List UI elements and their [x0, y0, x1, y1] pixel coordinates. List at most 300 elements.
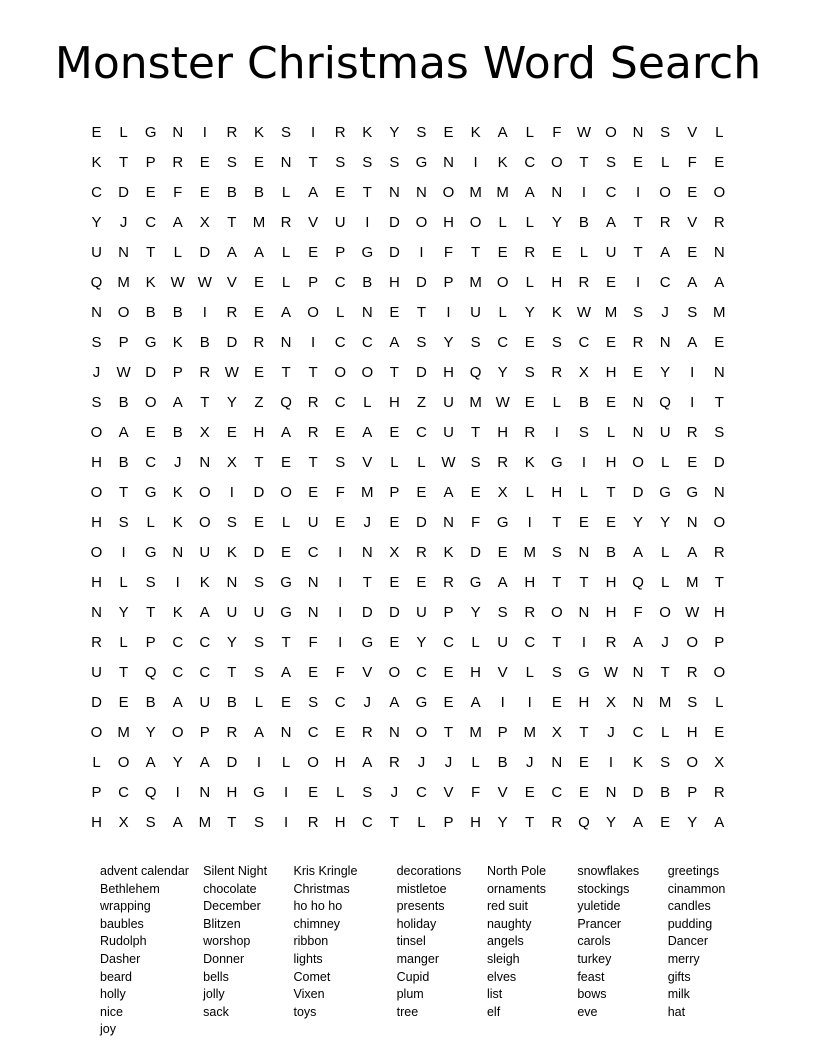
grid-cell[interactable]: L	[498, 303, 507, 321]
grid-cell[interactable]: E	[443, 123, 454, 141]
word-list-item[interactable]: Prancer	[577, 916, 622, 931]
grid-cell[interactable]: U	[470, 303, 482, 321]
grid-cell[interactable]: A	[362, 423, 373, 441]
grid-cell[interactable]: E	[443, 693, 454, 711]
grid-cell[interactable]: L	[471, 753, 480, 771]
grid-cell[interactable]: G	[280, 573, 292, 591]
grid-cell[interactable]: I	[446, 303, 451, 321]
grid-cell[interactable]: D	[145, 363, 157, 381]
grid-cell[interactable]: C	[416, 783, 427, 801]
grid-cell[interactable]: C	[334, 393, 346, 411]
grid-cell[interactable]: E	[524, 783, 535, 801]
grid-cell[interactable]: O	[307, 753, 319, 771]
grid-cell[interactable]: H	[497, 423, 509, 441]
grid-cell[interactable]: E	[443, 663, 454, 681]
grid-cell[interactable]: T	[552, 573, 562, 591]
grid-cell[interactable]: I	[554, 423, 559, 441]
word-list-item[interactable]: December	[203, 899, 261, 914]
grid-cell[interactable]: U	[416, 603, 427, 621]
word-list-item[interactable]: Blitzen	[203, 916, 241, 931]
grid-cell[interactable]: S	[714, 423, 725, 441]
grid-cell[interactable]: D	[361, 603, 373, 621]
grid-cell[interactable]: N	[172, 123, 184, 141]
grid-cell[interactable]: P	[145, 633, 156, 651]
grid-cell[interactable]: P	[145, 153, 156, 171]
word-list-item[interactable]: ribbon	[293, 934, 329, 949]
grid-cell[interactable]: I	[635, 273, 641, 291]
grid-cell[interactable]: I	[338, 573, 343, 591]
word-list-item[interactable]: tree	[396, 1004, 419, 1019]
grid-cell[interactable]: M	[658, 693, 672, 711]
grid-cell[interactable]: O	[469, 213, 482, 231]
grid-cell[interactable]: Y	[118, 603, 129, 621]
grid-cell[interactable]: B	[660, 783, 671, 801]
grid-cell[interactable]: E	[714, 153, 725, 171]
grid-cell[interactable]: U	[91, 663, 102, 681]
grid-cell[interactable]: J	[363, 513, 372, 531]
grid-cell[interactable]: S	[470, 453, 481, 471]
grid-cell[interactable]: L	[660, 573, 670, 591]
grid-cell[interactable]: L	[471, 633, 480, 651]
grid-cell[interactable]: B	[578, 393, 589, 411]
grid-cell[interactable]: F	[633, 603, 643, 621]
grid-cell[interactable]: E	[524, 393, 535, 411]
grid-cell[interactable]: S	[362, 153, 373, 171]
grid-cell[interactable]: R	[713, 783, 725, 801]
grid-cell[interactable]: O	[605, 123, 617, 141]
grid-cell[interactable]: R	[551, 363, 563, 381]
grid-cell[interactable]: T	[606, 483, 616, 501]
grid-cell[interactable]: S	[308, 693, 319, 711]
grid-cell[interactable]: E	[199, 183, 210, 201]
grid-cell[interactable]: X	[118, 813, 129, 831]
grid-cell[interactable]: H	[605, 573, 617, 591]
grid-cell[interactable]: N	[551, 183, 563, 201]
grid-cell[interactable]: L	[281, 753, 291, 771]
grid-cell[interactable]: S	[687, 303, 698, 321]
grid-cell[interactable]: O	[117, 303, 130, 321]
word-list-item[interactable]: gifts	[667, 969, 691, 984]
grid-cell[interactable]: T	[308, 453, 318, 471]
grid-cell[interactable]: L	[173, 243, 182, 261]
grid-cell[interactable]: T	[254, 453, 264, 471]
grid-cell[interactable]: D	[470, 543, 482, 561]
grid-cell[interactable]: I	[690, 393, 695, 411]
word-list-item[interactable]: bows	[577, 987, 607, 1002]
grid-cell[interactable]: E	[687, 183, 698, 201]
grid-cell[interactable]: I	[283, 783, 289, 801]
grid-cell[interactable]: N	[713, 483, 725, 501]
grid-cell[interactable]: S	[687, 693, 698, 711]
word-list-item[interactable]: milk	[667, 987, 690, 1002]
grid-cell[interactable]: E	[335, 723, 346, 741]
grid-cell[interactable]: K	[172, 333, 183, 351]
grid-cell[interactable]: R	[199, 363, 211, 381]
grid-cell[interactable]: A	[253, 723, 264, 741]
grid-cell[interactable]: S	[91, 393, 102, 411]
grid-cell[interactable]: U	[199, 543, 211, 561]
grid-cell[interactable]: E	[389, 513, 400, 531]
grid-cell[interactable]: O	[90, 723, 103, 741]
grid-cell[interactable]: T	[443, 723, 454, 741]
word-list-item[interactable]: Kris Kringle	[293, 864, 358, 878]
word-list-item[interactable]: beard	[100, 969, 132, 984]
grid-cell[interactable]: B	[226, 183, 237, 201]
grid-cell[interactable]: M	[252, 213, 266, 231]
grid-cell[interactable]: X	[605, 693, 616, 711]
grid-cell[interactable]: T	[118, 153, 129, 171]
grid-cell[interactable]: U	[253, 603, 265, 621]
grid-cell[interactable]: A	[145, 753, 156, 771]
grid-cell[interactable]: G	[469, 573, 482, 591]
grid-cell[interactable]: C	[443, 633, 454, 651]
grid-cell[interactable]: B	[118, 453, 129, 471]
grid-cell[interactable]: N	[605, 783, 617, 801]
grid-cell[interactable]: O	[713, 183, 726, 201]
word-list-item[interactable]: baubles	[100, 916, 144, 931]
grid-cell[interactable]: T	[227, 813, 237, 831]
grid-cell[interactable]: D	[91, 693, 102, 711]
grid-cell[interactable]: O	[388, 663, 401, 681]
grid-cell[interactable]: O	[550, 603, 563, 621]
grid-cell[interactable]: T	[552, 513, 562, 531]
grid-cell[interactable]: A	[633, 543, 644, 561]
grid-cell[interactable]: J	[363, 693, 372, 711]
grid-cell[interactable]: I	[121, 543, 126, 561]
grid-cell[interactable]: G	[578, 663, 590, 681]
grid-cell[interactable]: C	[659, 273, 671, 291]
grid-cell[interactable]: P	[443, 603, 454, 621]
grid-cell[interactable]: N	[713, 363, 725, 381]
grid-cell[interactable]: O	[307, 303, 319, 321]
word-list-item[interactable]: worshop	[203, 934, 251, 949]
grid-cell[interactable]: S	[578, 423, 589, 441]
grid-cell[interactable]: E	[714, 723, 725, 741]
grid-cell[interactable]: A	[199, 603, 210, 621]
grid-cell[interactable]: E	[389, 573, 400, 591]
grid-cell[interactable]: Y	[172, 753, 183, 771]
grid-cell[interactable]: A	[253, 243, 264, 261]
word-list-item[interactable]: Vixen	[293, 987, 325, 1002]
grid-cell[interactable]: A	[308, 183, 319, 201]
grid-cell[interactable]: S	[91, 333, 102, 351]
grid-cell[interactable]: V	[226, 273, 237, 291]
grid-cell[interactable]: E	[524, 333, 535, 351]
grid-cell[interactable]: I	[500, 693, 505, 711]
grid-cell[interactable]: K	[470, 123, 481, 141]
grid-cell[interactable]: E	[551, 243, 562, 261]
word-list-item[interactable]: yuletide	[577, 899, 621, 914]
grid-cell[interactable]: S	[253, 663, 264, 681]
grid-cell[interactable]: T	[579, 723, 589, 741]
grid-cell[interactable]: I	[473, 153, 478, 171]
word-list-item[interactable]: lights	[293, 951, 323, 966]
grid-cell[interactable]: N	[118, 243, 129, 261]
grid-cell[interactable]: A	[470, 693, 481, 711]
grid-cell[interactable]: E	[551, 693, 562, 711]
grid-cell[interactable]: E	[253, 273, 264, 291]
grid-cell[interactable]: W	[224, 363, 239, 381]
grid-cell[interactable]: S	[551, 663, 562, 681]
grid-cell[interactable]: A	[281, 303, 292, 321]
grid-cell[interactable]: N	[91, 303, 102, 321]
grid-cell[interactable]: R	[334, 123, 346, 141]
grid-cell[interactable]: I	[283, 813, 289, 831]
grid-cell[interactable]: S	[605, 153, 616, 171]
grid-cell[interactable]: M	[523, 543, 536, 561]
grid-cell[interactable]: R	[388, 753, 400, 771]
grid-cell[interactable]: W	[495, 393, 510, 411]
grid-cell[interactable]: T	[416, 303, 427, 321]
grid-cell[interactable]: E	[335, 183, 346, 201]
grid-cell[interactable]: E	[416, 573, 427, 591]
grid-cell[interactable]: H	[470, 663, 482, 681]
grid-cell[interactable]: C	[551, 783, 563, 801]
grid-cell[interactable]: L	[525, 123, 534, 141]
grid-cell[interactable]: H	[713, 603, 725, 621]
grid-cell[interactable]: M	[685, 573, 699, 591]
word-list-item[interactable]: Silent Night	[203, 864, 268, 878]
grid-cell[interactable]: T	[525, 813, 535, 831]
grid-cell[interactable]: U	[497, 633, 509, 651]
word-list-item[interactable]: turkey	[577, 951, 612, 966]
grid-cell[interactable]: R	[307, 423, 319, 441]
grid-cell[interactable]: Z	[416, 393, 427, 411]
grid-cell[interactable]: N	[632, 393, 644, 411]
grid-cell[interactable]: N	[632, 693, 644, 711]
grid-cell[interactable]: F	[335, 483, 345, 501]
grid-cell[interactable]: H	[253, 423, 265, 441]
grid-cell[interactable]: T	[281, 633, 291, 651]
grid-cell[interactable]: I	[527, 693, 532, 711]
word-list-item[interactable]: tinsel	[396, 934, 426, 949]
grid-cell[interactable]: L	[525, 273, 534, 291]
word-list-item[interactable]: joy	[100, 1022, 116, 1037]
grid-cell[interactable]: H	[91, 813, 102, 831]
grid-cell[interactable]: E	[335, 423, 346, 441]
grid-cell[interactable]: X	[199, 423, 210, 441]
grid-cell[interactable]: N	[307, 603, 319, 621]
grid-cell[interactable]: E	[605, 273, 616, 291]
grid-cell[interactable]: O	[713, 663, 726, 681]
grid-cell[interactable]: D	[199, 243, 211, 261]
grid-cell[interactable]: M	[117, 723, 130, 741]
grid-cell[interactable]: V	[497, 663, 508, 681]
grid-cell[interactable]: T	[714, 393, 724, 411]
grid-cell[interactable]: C	[524, 153, 536, 171]
grid-cell[interactable]: H	[605, 453, 617, 471]
grid-cell[interactable]: Q	[659, 393, 671, 411]
grid-cell[interactable]: C	[91, 183, 102, 201]
grid-cell[interactable]: P	[714, 633, 725, 651]
grid-cell[interactable]: T	[118, 483, 129, 501]
grid-cell[interactable]: N	[280, 153, 292, 171]
grid-cell[interactable]: E	[281, 693, 292, 711]
grid-cell[interactable]: E	[199, 153, 210, 171]
grid-cell[interactable]: A	[524, 183, 535, 201]
word-list-item[interactable]: candles	[667, 899, 711, 914]
word-list-item[interactable]: sack	[203, 1004, 229, 1019]
grid-cell[interactable]: S	[660, 753, 671, 771]
grid-cell[interactable]: R	[416, 543, 427, 561]
grid-cell[interactable]: O	[90, 543, 103, 561]
grid-cell[interactable]: Q	[280, 393, 292, 411]
grid-cell[interactable]: C	[334, 693, 346, 711]
word-list-item[interactable]: pudding	[667, 916, 713, 931]
grid-cell[interactable]: U	[605, 243, 617, 261]
grid-cell[interactable]: I	[581, 183, 586, 201]
grid-cell[interactable]: E	[389, 423, 400, 441]
grid-cell[interactable]: J	[173, 453, 182, 471]
grid-cell[interactable]: L	[579, 243, 589, 261]
grid-cell[interactable]: T	[227, 213, 237, 231]
grid-cell[interactable]: Y	[497, 363, 508, 381]
grid-cell[interactable]: D	[416, 363, 427, 381]
word-list-item[interactable]: toys	[293, 1004, 317, 1019]
grid-cell[interactable]: C	[416, 423, 427, 441]
grid-cell[interactable]: E	[714, 333, 725, 351]
grid-cell[interactable]: P	[443, 273, 454, 291]
word-list-item[interactable]: nice	[100, 1004, 123, 1019]
grid-cell[interactable]: K	[199, 573, 210, 591]
grid-cell[interactable]: N	[416, 183, 427, 201]
grid-cell[interactable]: P	[199, 723, 210, 741]
word-list-item[interactable]: holiday	[396, 916, 437, 931]
grid-cell[interactable]: Y	[145, 723, 156, 741]
grid-cell[interactable]: H	[470, 813, 482, 831]
grid-cell[interactable]: X	[497, 483, 508, 501]
grid-cell[interactable]: H	[388, 273, 400, 291]
grid-cell[interactable]: C	[145, 453, 157, 471]
grid-cell[interactable]: G	[280, 603, 292, 621]
grid-cell[interactable]: H	[551, 273, 563, 291]
grid-cell[interactable]: C	[199, 633, 211, 651]
grid-cell[interactable]: E	[145, 183, 156, 201]
grid-cell[interactable]: C	[578, 333, 590, 351]
grid-cell[interactable]: L	[336, 303, 345, 321]
grid-cell[interactable]: E	[578, 783, 589, 801]
grid-cell[interactable]: N	[361, 543, 373, 561]
grid-cell[interactable]: R	[307, 813, 319, 831]
grid-cell[interactable]: V	[362, 453, 373, 471]
grid-cell[interactable]: M	[117, 273, 130, 291]
grid-cell[interactable]: R	[253, 333, 265, 351]
grid-cell[interactable]: T	[362, 573, 372, 591]
grid-cell[interactable]: N	[632, 123, 644, 141]
grid-cell[interactable]: T	[660, 663, 670, 681]
grid-cell[interactable]: E	[633, 153, 644, 171]
grid-cell[interactable]: O	[415, 723, 428, 741]
grid-cell[interactable]: P	[91, 783, 102, 801]
grid-cell[interactable]: J	[92, 363, 101, 381]
grid-cell[interactable]: U	[334, 213, 346, 231]
word-list-item[interactable]: chimney	[293, 916, 341, 931]
grid-cell[interactable]: I	[419, 243, 424, 261]
grid-cell[interactable]: S	[497, 603, 508, 621]
grid-cell[interactable]: L	[525, 213, 534, 231]
grid-cell[interactable]: J	[119, 213, 128, 231]
grid-cell[interactable]: H	[578, 693, 590, 711]
word-list-item[interactable]: Bethlehem	[100, 881, 160, 896]
grid-cell[interactable]: F	[308, 633, 318, 651]
word-list-item[interactable]: ho ho ho	[293, 899, 343, 914]
grid-cell[interactable]: L	[660, 543, 670, 561]
grid-cell[interactable]: I	[311, 123, 316, 141]
grid-cell[interactable]: N	[199, 783, 211, 801]
grid-cell[interactable]: A	[226, 243, 237, 261]
grid-cell[interactable]: D	[632, 783, 644, 801]
grid-cell[interactable]: E	[660, 813, 671, 831]
grid-cell[interactable]: T	[146, 243, 156, 261]
grid-cell[interactable]: D	[632, 483, 644, 501]
grid-cell[interactable]: I	[175, 573, 180, 591]
grid-cell[interactable]: X	[714, 753, 725, 771]
grid-cell[interactable]: R	[524, 243, 536, 261]
grid-cell[interactable]: U	[307, 513, 319, 531]
grid-cell[interactable]: S	[253, 813, 264, 831]
grid-cell[interactable]: E	[389, 303, 400, 321]
grid-cell[interactable]: L	[146, 513, 155, 531]
grid-cell[interactable]: X	[389, 543, 400, 561]
grid-cell[interactable]: L	[660, 723, 670, 741]
grid-cell[interactable]: A	[281, 663, 292, 681]
grid-cell[interactable]: N	[280, 333, 292, 351]
grid-cell[interactable]: C	[172, 633, 184, 651]
grid-cell[interactable]: I	[175, 783, 180, 801]
grid-cell[interactable]: S	[362, 783, 373, 801]
word-list-item[interactable]: elf	[486, 1004, 501, 1019]
grid-cell[interactable]: A	[687, 543, 698, 561]
grid-cell[interactable]: P	[335, 243, 346, 261]
grid-cell[interactable]: I	[202, 303, 207, 321]
grid-cell[interactable]: S	[335, 153, 346, 171]
grid-cell[interactable]: U	[443, 423, 454, 441]
grid-cell[interactable]: T	[118, 663, 129, 681]
grid-cell[interactable]: E	[308, 483, 319, 501]
grid-cell[interactable]: T	[389, 813, 399, 831]
grid-cell[interactable]: R	[361, 723, 373, 741]
word-list-item[interactable]: mistletoe	[396, 881, 447, 896]
grid-cell[interactable]: A	[633, 813, 644, 831]
grid-cell[interactable]: A	[172, 393, 183, 411]
grid-cell[interactable]: V	[362, 663, 373, 681]
grid-cell[interactable]: N	[172, 543, 184, 561]
grid-cell[interactable]: E	[281, 453, 292, 471]
grid-cell[interactable]: N	[199, 453, 211, 471]
grid-cell[interactable]: D	[388, 243, 400, 261]
grid-cell[interactable]: S	[633, 303, 644, 321]
grid-cell[interactable]: L	[92, 753, 101, 771]
grid-cell[interactable]: M	[713, 303, 726, 321]
grid-cell[interactable]: H	[605, 363, 617, 381]
grid-cell[interactable]: E	[281, 543, 292, 561]
grid-cell[interactable]: L	[119, 123, 128, 141]
grid-cell[interactable]: W	[197, 273, 212, 291]
grid-cell[interactable]: S	[226, 513, 237, 531]
grid-cell[interactable]: L	[525, 483, 534, 501]
grid-cell[interactable]: R	[497, 453, 509, 471]
grid-cell[interactable]: R	[578, 273, 590, 291]
grid-cell[interactable]: Y	[389, 123, 400, 141]
grid-cell[interactable]: W	[685, 603, 700, 621]
grid-cell[interactable]: L	[281, 183, 291, 201]
grid-cell[interactable]: M	[604, 303, 618, 321]
grid-cell[interactable]: C	[605, 183, 617, 201]
grid-cell[interactable]: K	[172, 513, 183, 531]
grid-cell[interactable]: H	[91, 513, 102, 531]
grid-cell[interactable]: S	[660, 123, 671, 141]
grid-cell[interactable]: R	[226, 303, 238, 321]
